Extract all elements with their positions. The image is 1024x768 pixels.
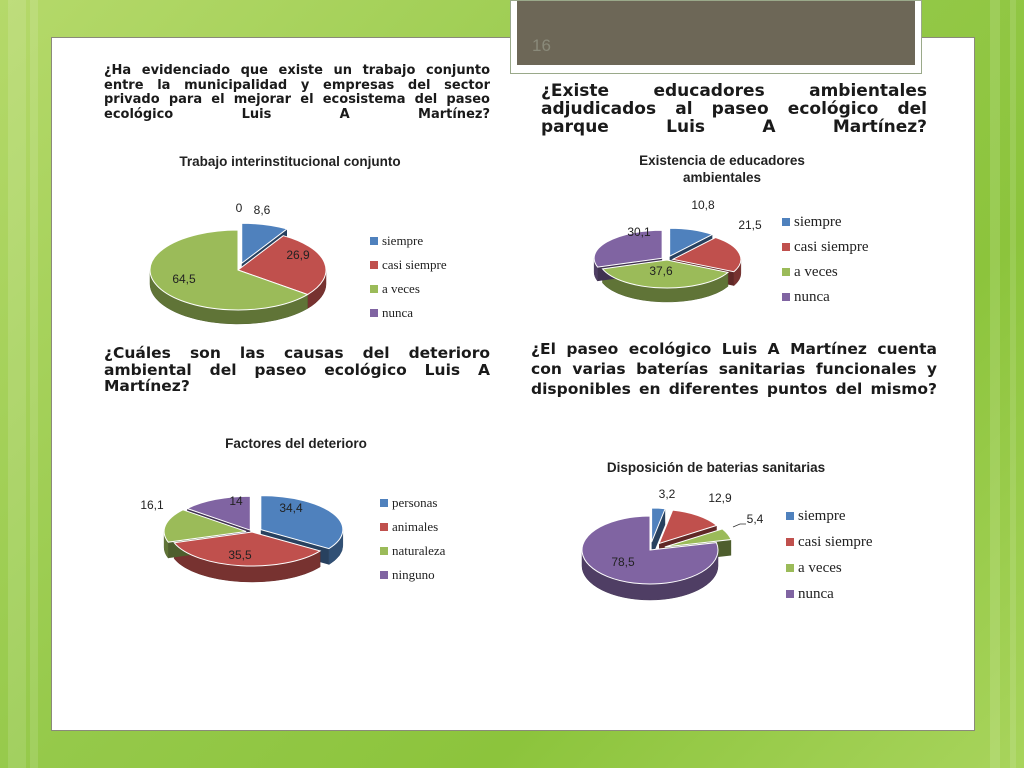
chart-title: Disposición de baterias sanitarias: [606, 460, 826, 475]
question-2: ¿Existe educadores ambientales adjudicados al paseo ecológico del parque Luis A Martínez?: [541, 81, 927, 137]
legend-label: naturaleza: [392, 543, 446, 558]
legend-label: siempre: [794, 214, 842, 230]
legend-label: nunca: [798, 586, 834, 602]
pie-chart-1: [150, 154, 447, 324]
pie-chart-4: [582, 460, 873, 602]
legend-swatch: [370, 309, 378, 317]
legend-swatch: [782, 293, 790, 301]
legend-swatch: [370, 285, 378, 293]
legend-label: casi siempre: [794, 239, 869, 255]
data-label: 35,5: [228, 548, 252, 562]
question-1: ¿Ha evidenciado que existe un trabajo conjunto entre la municipalidad y empresas del sector privado para el mejorar el ecosistema del paseo ecológico Luis A Martínez?: [104, 63, 490, 122]
chart-title: ambientales: [682, 170, 762, 185]
slide-number: 16: [532, 36, 551, 55]
data-label: 10,8: [691, 198, 715, 212]
legend-label: casi siempre: [382, 257, 447, 272]
legend-label: siempre: [798, 508, 846, 524]
legend-swatch: [782, 218, 790, 226]
legend-swatch: [380, 523, 388, 531]
legend-swatch: [380, 571, 388, 579]
legend-label: personas: [392, 495, 438, 510]
data-label: 78,5: [611, 555, 635, 569]
legend-label: casi siempre: [798, 534, 873, 550]
data-label: 3,2: [658, 487, 676, 501]
data-label: 37,6: [649, 264, 673, 278]
legend-swatch: [380, 499, 388, 507]
legend-swatch: [782, 268, 790, 276]
legend-label: a veces: [794, 264, 838, 280]
legend-label: a veces: [798, 560, 842, 576]
data-label: 30,1: [627, 225, 651, 239]
chart-title: Trabajo interinstitucional conjunto: [179, 154, 401, 169]
legend-swatch: [380, 547, 388, 555]
legend-swatch: [786, 590, 794, 598]
data-label: 14: [229, 494, 243, 508]
data-label: 64,5: [172, 272, 196, 286]
legend-label: nunca: [382, 305, 414, 320]
question-4: ¿El paseo ecológico Luis A Martínez cuenta con varias baterías sanitarias funcionales y disponibles en diferentes puntos del mismo?: [531, 340, 937, 398]
data-label: 12,9: [708, 491, 732, 505]
data-label: 26,9: [286, 248, 310, 262]
legend-swatch: [786, 538, 794, 546]
legend-label: a veces: [382, 281, 420, 296]
legend-swatch: [786, 564, 794, 572]
pie-chart-3: [140, 436, 445, 582]
legend-label: siempre: [382, 233, 424, 248]
legend-swatch: [370, 261, 378, 269]
question-3: ¿Cuáles son las causas del deterioro ambiental del paseo ecológico Luis A Martínez?: [104, 344, 490, 395]
legend-swatch: [370, 237, 378, 245]
leader-line: [733, 524, 746, 527]
legend-label: ninguno: [392, 567, 435, 582]
legend-swatch: [782, 243, 790, 251]
legend-swatch: [786, 512, 794, 520]
data-label: 8,6: [253, 203, 271, 217]
data-label: 5,4: [746, 512, 764, 526]
pie-chart-2: [594, 153, 869, 305]
legend-label: nunca: [794, 289, 830, 305]
data-label: 16,1: [140, 498, 164, 512]
data-label: 0: [235, 201, 243, 215]
data-label: 21,5: [738, 218, 762, 232]
legend-label: animales: [392, 519, 439, 534]
chart-title: Existencia de educadores: [639, 153, 805, 168]
data-label: 34,4: [279, 501, 303, 515]
chart-title: Factores del deterioro: [225, 436, 367, 451]
